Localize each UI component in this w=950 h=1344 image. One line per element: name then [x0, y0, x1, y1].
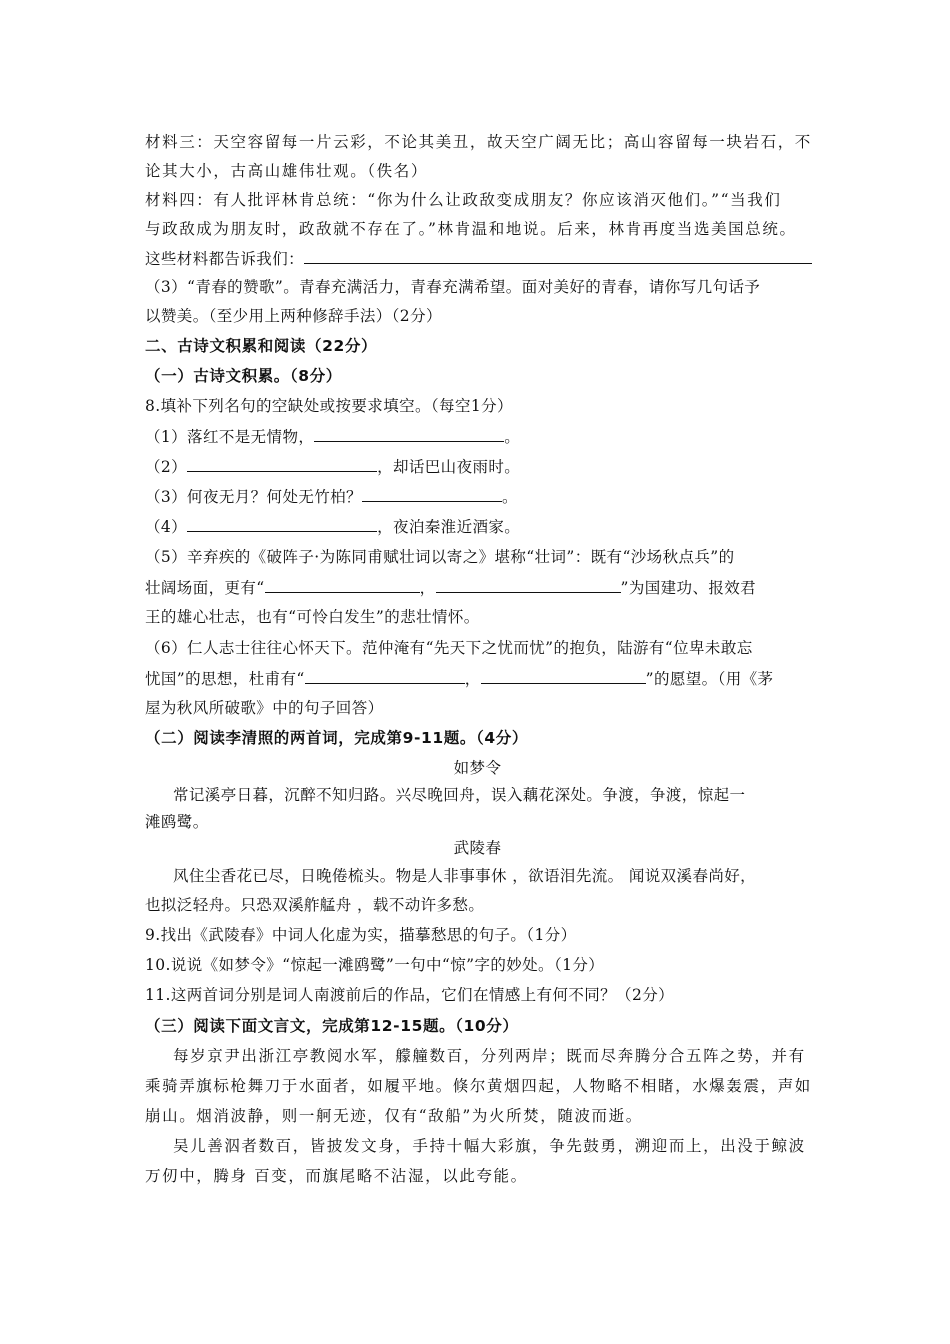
- q8-instruction: 8.填补下列名句的空缺处或按要求填空。（每空1分）: [145, 397, 513, 415]
- q8-item5-line3: 王的雄心壮志，也有“可怜白发生”的悲壮情怀。: [145, 608, 480, 626]
- q8-item3: [145, 486, 810, 507]
- q8-item5-comma: ，: [419, 579, 436, 597]
- q8-item4-end: ，夜泊秦淮近酒家。: [377, 518, 521, 536]
- q8-item6-line1: （6）仁人志士往往心怀天下。范仲淹有“先天下之忧而忧”的抱负，陆游有“位卑未敢忘: [145, 639, 753, 657]
- q8-item3-end: 。: [501, 488, 518, 506]
- prose-p1-line1: 每岁京尹出浙江亭教阅水军，艨艟数百，分列两岸；既而尽奔腾分合五阵之势，并有: [173, 1047, 806, 1065]
- q3-line2: 以赞美。（至少用上两种修辞手法）（2分）: [145, 307, 442, 325]
- material4-line1: 材料四：有人批评林肯总统：“你为什么让政敌变成朋友？你应该消灭他们。”“当我们: [145, 191, 782, 209]
- poem2-title: 武陵春: [453, 839, 502, 857]
- prose-p2-line1: 吴儿善泅者数百，皆披发文身，手持十幅大彩旗，争先鼓勇，溯迎而上，出没于鲸波: [173, 1137, 806, 1155]
- poem1-line1: 常记溪亭日暮，沉醉不知归路。兴尽晚回舟，误入藕花深处。争渡，争渡，惊起一: [173, 786, 746, 804]
- q8-item2-end: ，却话巴山夜雨时。: [377, 458, 521, 476]
- q8-item2-text: （2）: [145, 458, 188, 476]
- material-summary-line: [145, 248, 810, 269]
- material-summary-prompt: 这些材料都告诉我们：: [145, 250, 305, 268]
- q8-item6-text: 忧国”的思想，杜甫有“: [145, 670, 305, 688]
- q8-item6-line3: 屋为秋风所破歌》中的句子回答）: [145, 699, 384, 717]
- q8-item1-text: （1）落红不是无情物，: [145, 428, 315, 446]
- q3-line1: （3）“青春的赞歌”。青春充满活力，青春充满希望。面对美好的青春，请你写几句话予: [145, 278, 761, 296]
- q8-item5-text: 壮阔场面，更有“: [145, 579, 265, 597]
- subsection1-title: （一）古诗文积累。（8分）: [145, 367, 342, 385]
- material3-line1: 材料三：天空容留每一片云彩，不论其美丑，故天空广阔无比；高山容留每一块岩石，不: [145, 133, 812, 151]
- q8-item4-text: （4）: [145, 518, 188, 536]
- answer-blank[interactable]: [436, 577, 621, 593]
- answer-blank[interactable]: [304, 248, 812, 264]
- q8-item1-end: 。: [504, 428, 521, 446]
- material4-line2: 与政敌成为朋友时，政敌就不存在了。”林肯温和地说。后来，林肯再度当选美国总统。: [145, 220, 797, 238]
- prose-p1-line3: 崩山。烟消波静，则一舸无迹，仅有“敌船”为火所焚，随波而逝。: [145, 1107, 643, 1125]
- answer-blank[interactable]: [187, 516, 377, 532]
- prose-p1-line2: 乘骑弄旗标枪舞刀于水面者，如履平地。倏尔黄烟四起，人物略不相睹，水爆轰震，声如: [145, 1077, 812, 1095]
- q8-item6-end: ”的愿望。（用《茅: [645, 670, 774, 688]
- q8-item5-line1: （5）辛弃疾的《破阵子·为陈同甫赋壮词以寄之》堪称“壮词”：既有“沙场秋点兵”的: [145, 548, 735, 566]
- answer-blank[interactable]: [305, 668, 465, 684]
- q8-item1: [145, 426, 810, 447]
- subsection3-title: （三）阅读下面文言文，完成第12-15题。（10分）: [145, 1017, 519, 1035]
- q8-item6-comma: ，: [464, 670, 481, 688]
- answer-blank[interactable]: [314, 426, 504, 442]
- poem2-line1: 风住尘香花已尽，日晚倦梳头。物是人非事事休 ，欲语泪先流。 闻说双溪春尚好，: [173, 867, 757, 885]
- q8-item2: [145, 456, 810, 477]
- answer-blank[interactable]: [362, 486, 502, 502]
- subsection2-title: （二）阅读李清照的两首词，完成第9-11题。（4分）: [145, 729, 528, 747]
- material3-line2: 论其大小，古高山雄伟壮观。（佚名）: [145, 162, 428, 180]
- poem1-line2: 滩鸥鹭。: [145, 813, 209, 831]
- prose-p2-line2: 万仞中，腾身 百变，而旗尾略不沾湿，以此夸能。: [145, 1167, 528, 1185]
- q8-item6-line2: [145, 668, 810, 689]
- q11: 11.这两首词分别是词人南渡前后的作品，它们在情感上有何不同？（2分）: [145, 986, 675, 1004]
- q9: 9.找出《武陵春》中词人化虚为实，描摹愁思的句子。（1分）: [145, 926, 577, 944]
- answer-blank[interactable]: [265, 577, 420, 593]
- section2-title: 二、古诗文积累和阅读（22分）: [145, 337, 378, 355]
- poem2-line2: 也拟泛轻舟。只恐双溪舴艋舟 ，载不动许多愁。: [145, 896, 485, 914]
- answer-blank[interactable]: [187, 456, 377, 472]
- answer-blank[interactable]: [481, 668, 646, 684]
- q10: 10.说说《如梦令》“惊起一滩鸥鹭”一句中“惊”字的妙处。（1分）: [145, 956, 605, 974]
- q8-item3-text: （3）何夜无月？何处无竹柏？: [145, 488, 362, 506]
- poem1-title: 如梦令: [453, 759, 502, 777]
- q8-item5-end: ”为国建功、报效君: [620, 579, 757, 597]
- q8-item5-line2: [145, 577, 810, 598]
- q8-item4: [145, 516, 810, 537]
